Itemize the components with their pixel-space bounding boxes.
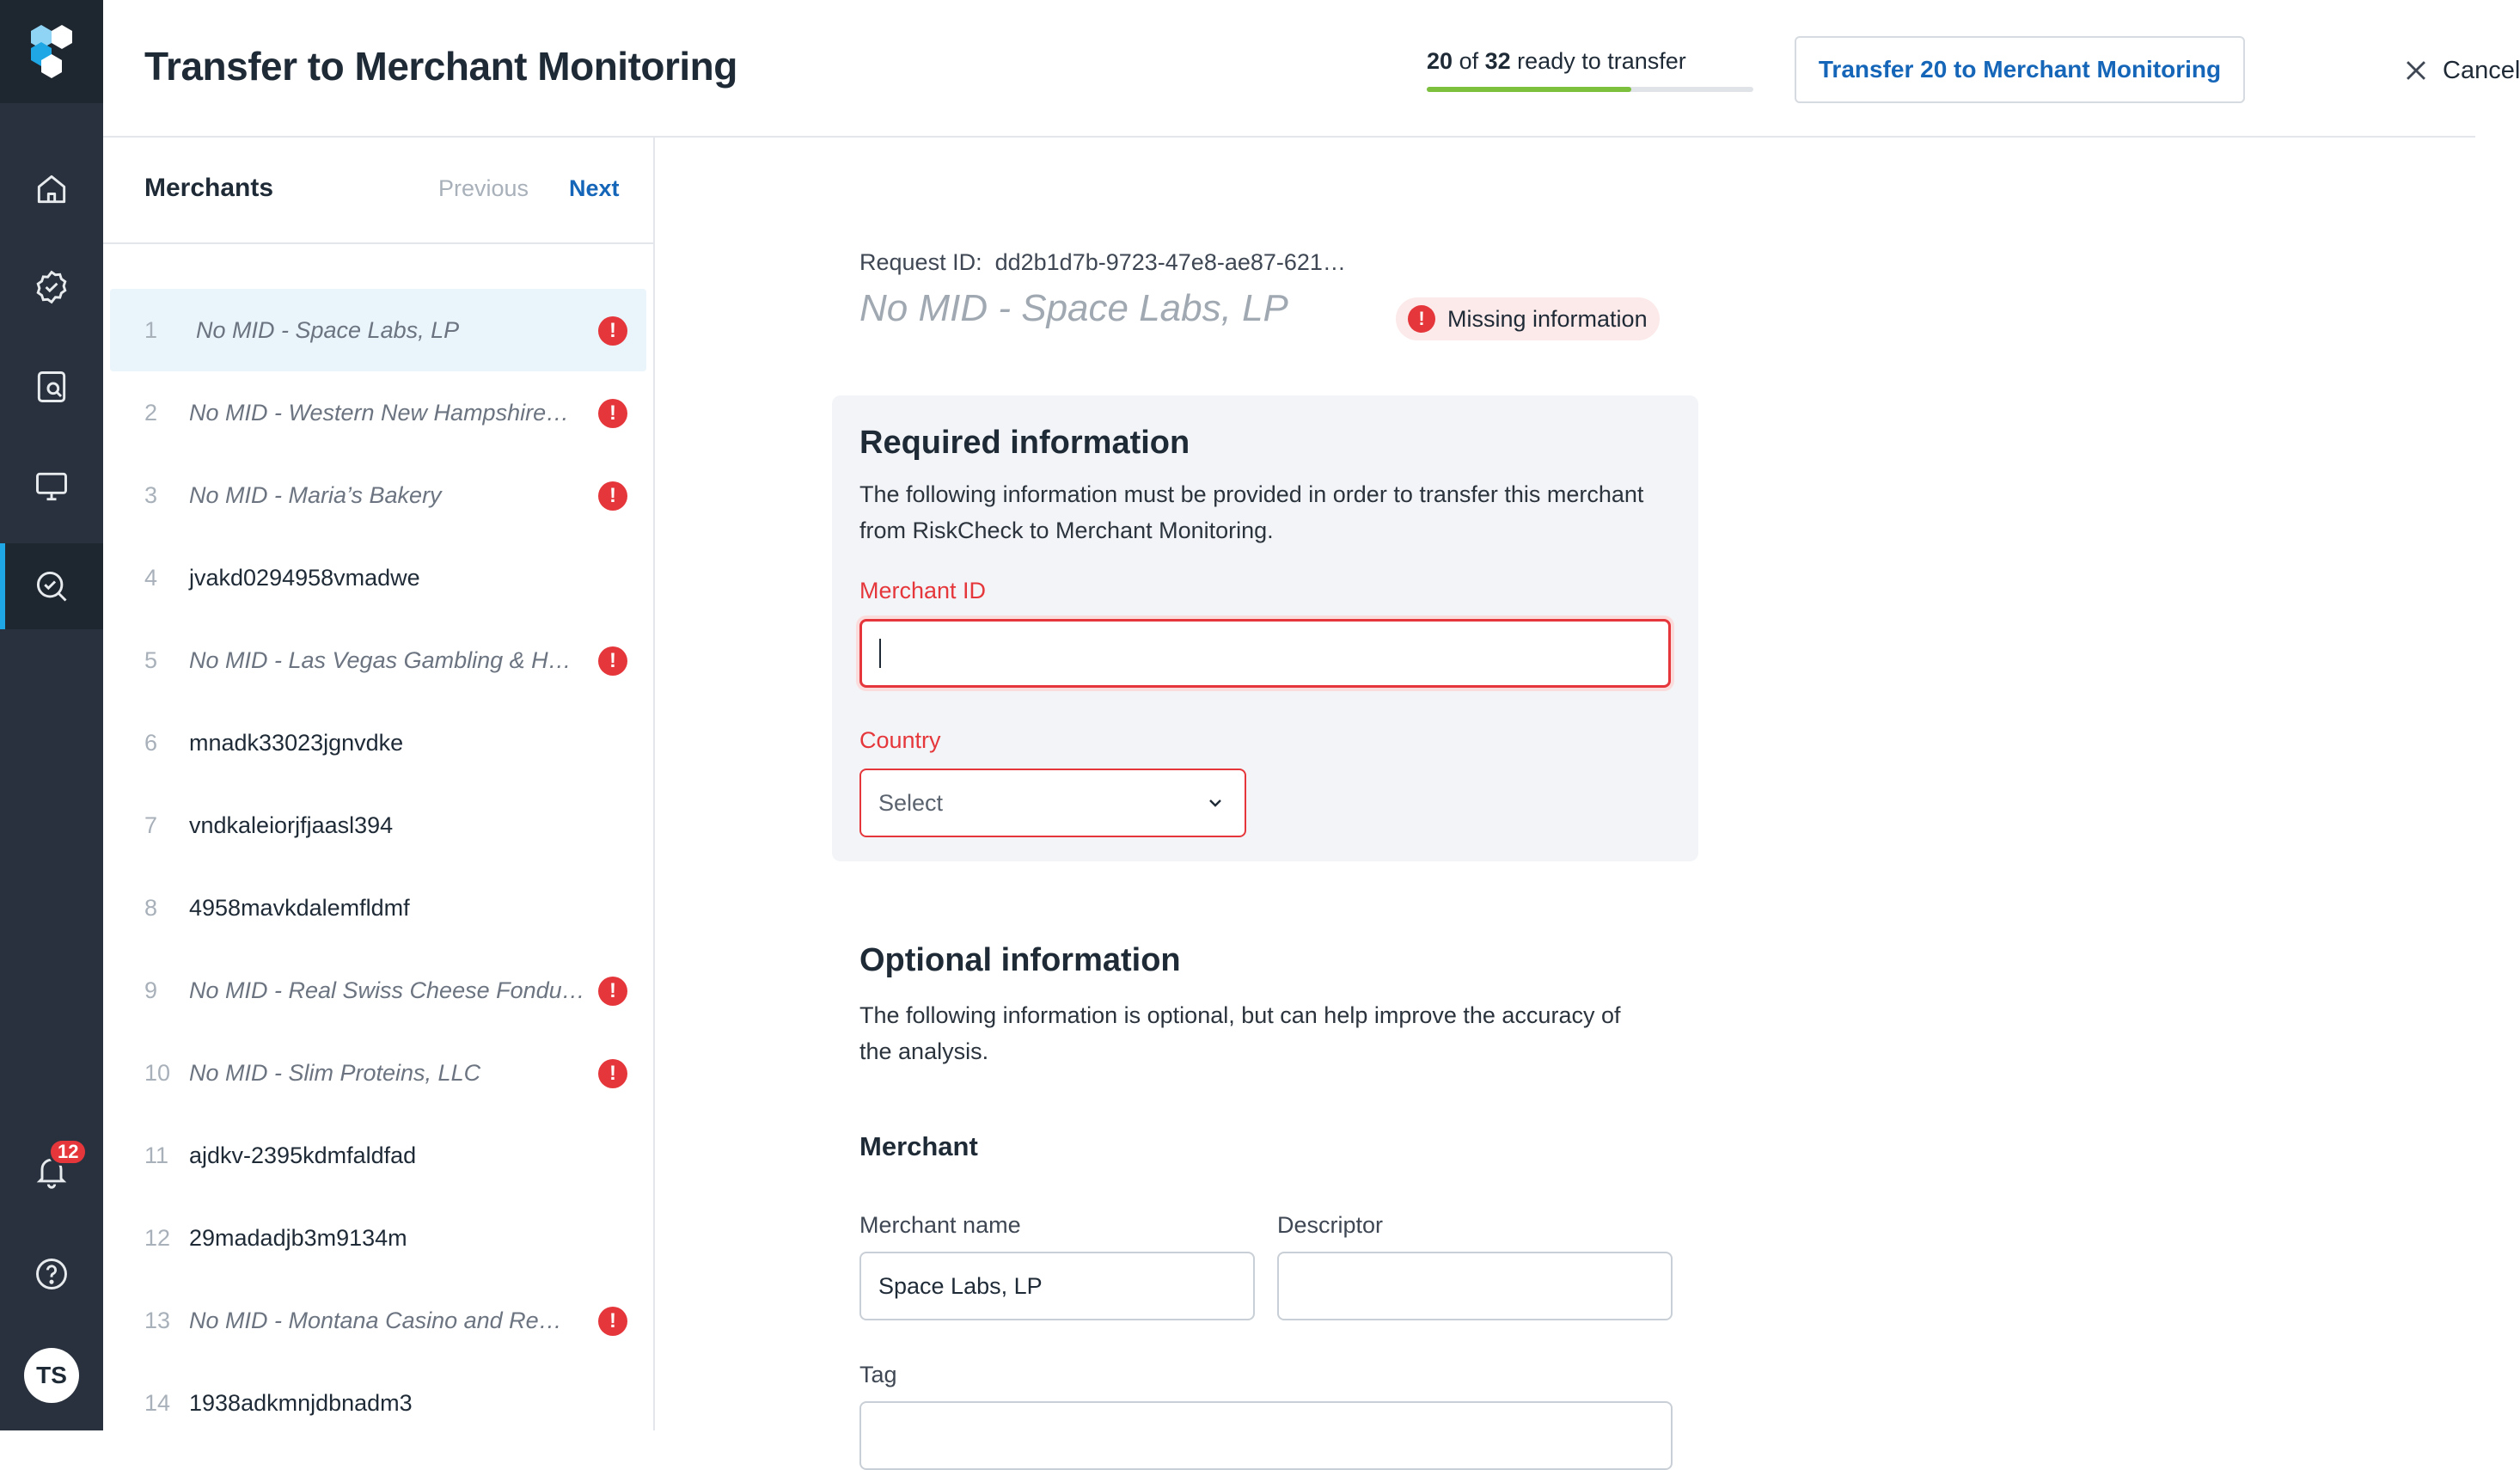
- chevron-down-icon: [1205, 793, 1226, 813]
- request-id-value: dd2b1d7b-9723-47e8-ae87-621…: [994, 249, 1346, 275]
- merchant-row-name: 4958mavkdalemfldmf: [189, 894, 410, 921]
- merchant-row-number: 8: [144, 894, 158, 921]
- transfer-progress: [1427, 48, 1753, 92]
- badge-check-icon: [33, 268, 70, 306]
- text-cursor: [879, 639, 881, 668]
- missing-information-badge: [1396, 297, 1660, 340]
- country-label: Country: [859, 727, 941, 753]
- merchant-list-item[interactable]: [103, 619, 653, 701]
- merchant-row-number: 2: [144, 399, 158, 426]
- nav-notifications[interactable]: [0, 1128, 103, 1214]
- progress-text: [1427, 48, 1753, 75]
- nav-help[interactable]: [0, 1231, 103, 1317]
- merchant-name-input[interactable]: [859, 1252, 1255, 1320]
- merchant-id-input[interactable]: [859, 619, 1671, 688]
- nav-verification[interactable]: [0, 244, 103, 330]
- merchant-row-name: jvakd0294958vmadwe: [189, 564, 420, 591]
- help-icon: [33, 1255, 70, 1293]
- merchant-list-item[interactable]: [103, 784, 653, 867]
- progress-total-count: 32: [1484, 48, 1511, 74]
- merchant-list-item[interactable]: [103, 536, 653, 619]
- merchant-row-name: mnadk33023jgnvdke: [189, 729, 404, 756]
- transfer-button[interactable]: Transfer 20 to Merchant Monitoring: [1795, 36, 2245, 103]
- merchant-row-name: No MID - Las Vegas Gambling & H…: [189, 646, 572, 673]
- merchant-row-name: No MID - Western New Hampshire…: [189, 399, 570, 426]
- merchant-row-number: 1: [144, 316, 158, 343]
- merchant-row-name: vndkaleiorjfjaasl394: [189, 812, 394, 838]
- descriptor-input[interactable]: [1277, 1252, 1673, 1320]
- cancel-button[interactable]: [2401, 50, 2520, 91]
- merchant-list-item[interactable]: [103, 701, 653, 784]
- alert-icon: !: [598, 316, 627, 346]
- merchant-list-item[interactable]: [103, 867, 653, 949]
- close-icon: [2401, 56, 2431, 85]
- merchant-id-label: Merchant ID: [859, 578, 987, 603]
- request-id: [859, 249, 1346, 276]
- merchant-row-name: No MID - Space Labs, LP: [196, 316, 460, 343]
- merchant-row-name: No MID - Montana Casino and Re…: [189, 1307, 562, 1333]
- merchant-list-item[interactable]: [103, 949, 653, 1032]
- merchant-list-item[interactable]: [103, 1197, 653, 1279]
- merchant-row-name: 1938adkmnjdbnadm3: [189, 1389, 413, 1416]
- home-icon: [33, 170, 70, 208]
- missing-information-label: Missing information: [1447, 305, 1648, 332]
- merchant-row-number: 12: [144, 1224, 171, 1251]
- tag-label: Tag: [859, 1362, 897, 1387]
- merchant-row-name: No MID - Slim Proteins, LLC: [189, 1059, 481, 1086]
- logo-icon: [26, 23, 77, 80]
- user-avatar[interactable]: TS: [24, 1348, 79, 1403]
- progress-suffix: ready to transfer: [1517, 48, 1686, 74]
- merchant-row-number: 4: [144, 564, 158, 591]
- progress-ready-count: 20: [1427, 48, 1453, 74]
- merchant-heading: No MID - Space Labs, LP: [859, 287, 1288, 329]
- required-information-title: Required information: [859, 425, 1190, 461]
- merchant-name-label: Merchant name: [859, 1212, 1021, 1238]
- progress-bar: [1427, 87, 1753, 92]
- optional-information-title: Optional information: [859, 942, 1181, 978]
- merchant-row-number: 10: [144, 1059, 171, 1086]
- merchant-row-number: 6: [144, 729, 158, 756]
- previous-button[interactable]: Previous: [438, 175, 529, 201]
- optional-information-description: The following information is optional, but can help improve the accuracy of the analysis.: [859, 1002, 1621, 1064]
- alert-icon: !: [1408, 305, 1435, 333]
- merchant-row-name: ajdkv-2395kdmfaldfad: [189, 1142, 417, 1168]
- app-logo[interactable]: [0, 0, 103, 103]
- nav-merchant-monitoring[interactable]: [0, 543, 103, 629]
- merchant-row-name: No MID - Maria’s Bakery: [189, 481, 442, 508]
- tag-input[interactable]: [859, 1401, 1673, 1470]
- merchant-row-number: 14: [144, 1389, 171, 1416]
- merchant-list-item[interactable]: [103, 1032, 653, 1114]
- page-title: Transfer to Merchant Monitoring: [144, 44, 737, 89]
- merchant-row-name: 29madadjb3m9134m: [189, 1224, 407, 1251]
- merchant-list-item[interactable]: [103, 1114, 653, 1197]
- merchant-name-value: Space Labs, LP: [878, 1272, 1043, 1299]
- country-select[interactable]: [859, 769, 1246, 837]
- request-id-label: Request ID:: [859, 249, 982, 275]
- merchant-list-item[interactable]: [103, 1362, 653, 1444]
- merchant-row-number: 11: [144, 1142, 169, 1168]
- merchant-list: [103, 289, 653, 1444]
- cancel-label: Cancel: [2443, 56, 2520, 84]
- merchant-list-item[interactable]: [103, 1279, 653, 1362]
- notification-count-badge: 12: [48, 1138, 88, 1166]
- required-information-card: [832, 395, 1698, 861]
- search-check-icon: [33, 567, 70, 605]
- nav-monitor[interactable]: [0, 444, 103, 530]
- merchant-row-number: 3: [144, 481, 158, 508]
- required-information-description: The following information must be provided in order to transfer this merchant from RiskCheck to Merchant Monitoring.: [859, 481, 1644, 543]
- merchant-list-panel: [103, 138, 655, 1430]
- alert-icon: !: [598, 1307, 627, 1336]
- progress-bar-fill: [1427, 87, 1631, 92]
- monitor-icon: [33, 468, 70, 505]
- country-select-value: Select: [878, 789, 944, 816]
- merchant-list-title: Merchants: [144, 174, 274, 202]
- document-search-icon: [33, 368, 70, 406]
- alert-icon: !: [598, 646, 627, 676]
- alert-icon: !: [598, 399, 627, 428]
- nav-rail: [0, 0, 103, 1430]
- alert-icon: !: [598, 977, 627, 1006]
- progress-of: of: [1459, 48, 1479, 74]
- nav-review[interactable]: [0, 344, 103, 430]
- merchant-list-item[interactable]: [103, 371, 653, 454]
- descriptor-label: Descriptor: [1277, 1212, 1384, 1238]
- merchant-row-number: 9: [144, 977, 158, 1003]
- merchant-subsection-title: Merchant: [859, 1131, 978, 1161]
- page-header: [103, 0, 2520, 138]
- merchant-row-number: 5: [144, 646, 158, 673]
- merchant-detail: [657, 139, 2475, 1430]
- merchant-row-number: 13: [144, 1307, 171, 1333]
- nav-home[interactable]: [0, 146, 103, 232]
- alert-icon: !: [598, 481, 627, 511]
- alert-icon: !: [598, 1059, 627, 1088]
- merchant-list-header: [103, 138, 653, 244]
- merchant-list-item[interactable]: [110, 289, 646, 371]
- next-button[interactable]: Next: [569, 175, 620, 201]
- merchant-row-number: 7: [144, 812, 158, 838]
- merchant-list-item[interactable]: [103, 454, 653, 536]
- merchant-row-name: No MID - Real Swiss Cheese Fondu…: [189, 977, 585, 1003]
